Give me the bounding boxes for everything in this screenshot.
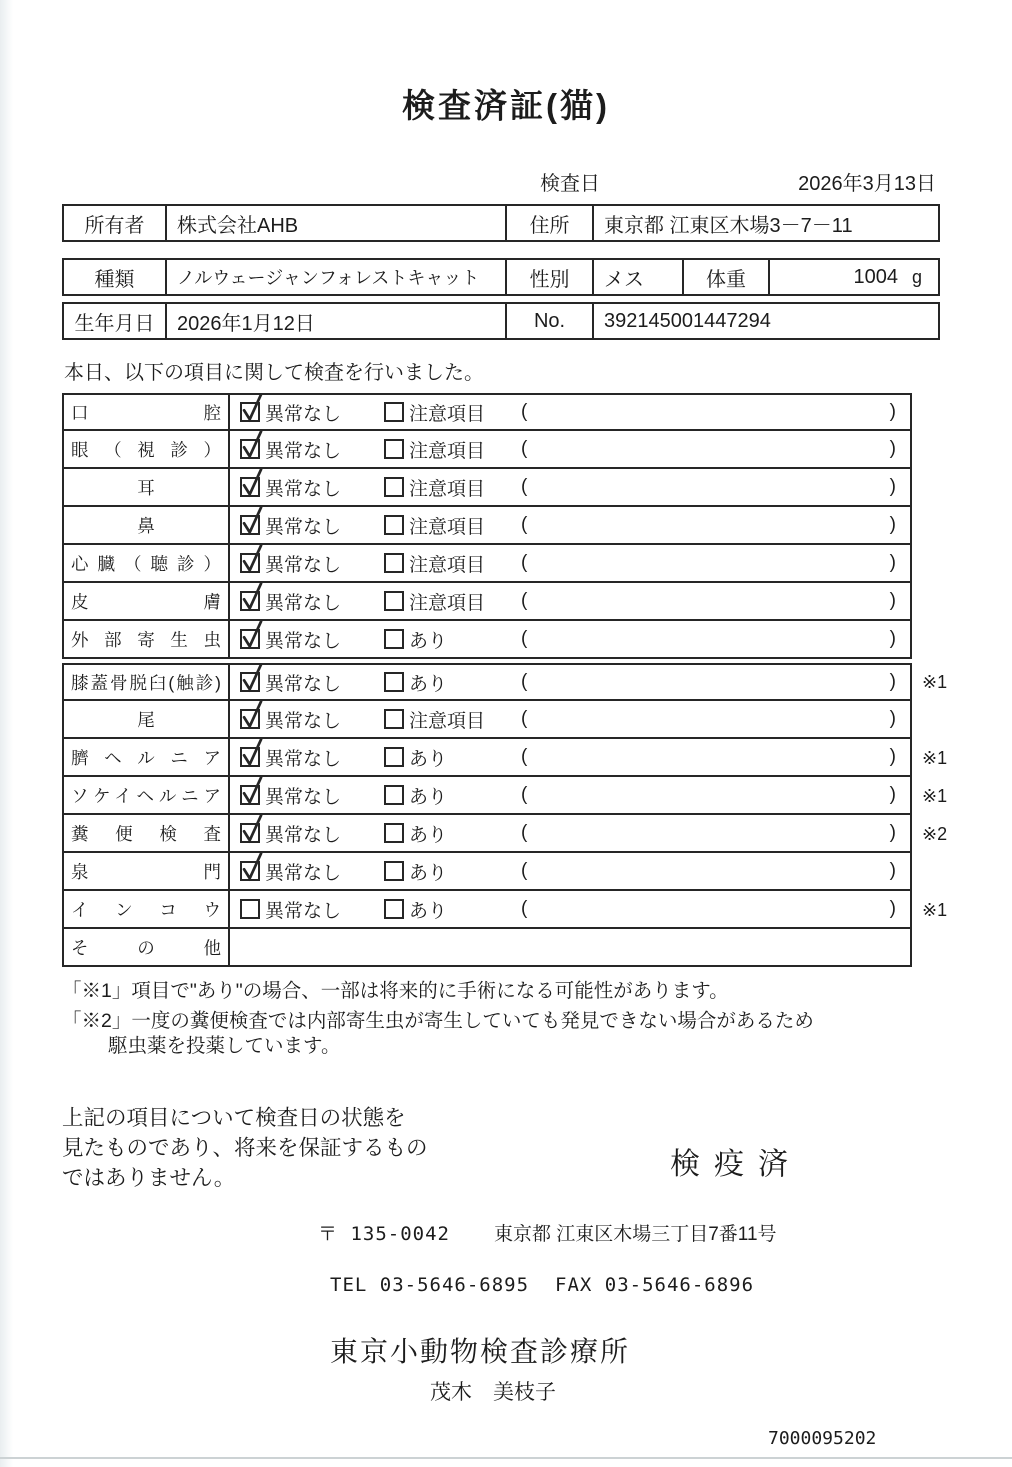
paren-close: ) [889, 438, 896, 459]
paren-open: ( [521, 746, 528, 767]
option-normal [240, 512, 372, 539]
row-note [912, 621, 992, 659]
inspection-block-2 [62, 663, 1012, 967]
item-label: 泉門 [71, 861, 221, 882]
row-note [912, 507, 992, 545]
checkbox-issue [384, 515, 404, 535]
inspection-row [62, 431, 1012, 469]
check-icon [238, 812, 266, 846]
inspection-row [62, 663, 1012, 701]
paren-open: ( [521, 476, 528, 497]
scan-bottom-edge [0, 1457, 1012, 1459]
veterinarian-name: 茂木 美枝子 [430, 1381, 556, 1404]
option-issue-label: 注意項目 [409, 516, 486, 538]
item-label: ソケイヘルニア [71, 785, 221, 806]
paren-close: ) [889, 898, 896, 919]
paren-close: ) [889, 708, 896, 729]
option-normal-label: 異常なし [265, 630, 342, 652]
inspection-row [62, 393, 1012, 431]
option-issue-label: 注意項目 [409, 440, 486, 462]
address-label: 住所 [505, 206, 592, 240]
checkbox-issue [384, 629, 404, 649]
sex-value: メス [592, 260, 682, 294]
checkbox-issue [384, 747, 404, 767]
option-issue-label: あり [409, 786, 448, 808]
option-normal [240, 669, 372, 696]
inspection-date-label: 検査日 [540, 173, 600, 195]
paren-open: ( [521, 590, 528, 611]
checkbox-issue [384, 477, 404, 497]
option-normal-label: 異常なし [265, 440, 342, 462]
checkbox-normal [240, 709, 260, 729]
checkbox-normal [240, 785, 260, 805]
paren-open: ( [521, 438, 528, 459]
inspection-row [62, 507, 1012, 545]
option-normal-label: 異常なし [265, 710, 342, 732]
checkbox-normal [240, 402, 260, 422]
item-label: 口腔 [71, 402, 221, 423]
option-issue-label: 注意項目 [409, 710, 486, 732]
weight-label: 体重 [682, 260, 768, 294]
paren-open: ( [521, 671, 528, 692]
item-label: 皮膚 [71, 591, 221, 612]
item-label: 眼（視診） [71, 439, 221, 460]
option-issue [384, 858, 519, 885]
checkbox-issue [384, 861, 404, 881]
checkbox-normal [240, 515, 260, 535]
inspection-row [62, 853, 1012, 891]
checkbox-issue [384, 591, 404, 611]
checkbox-normal [240, 591, 260, 611]
option-issue [384, 626, 519, 653]
inspection-date-row [62, 167, 936, 196]
sex-label: 性別 [505, 260, 592, 294]
checkbox-issue [384, 823, 404, 843]
option-normal-label: 異常なし [265, 786, 342, 808]
checkbox-normal [240, 629, 260, 649]
option-normal-label: 異常なし [265, 748, 342, 770]
check-icon [238, 428, 266, 462]
option-normal [240, 588, 372, 615]
option-normal-label: 異常なし [265, 824, 342, 846]
paren-close: ) [889, 401, 896, 422]
check-icon [238, 391, 266, 425]
option-normal-label: 異常なし [265, 592, 342, 614]
check-icon [238, 504, 266, 538]
owner-value: 株式会社AHB [165, 206, 505, 240]
paren-close: ) [889, 671, 896, 692]
disclaimer [62, 1103, 428, 1193]
inspection-row [62, 701, 1012, 739]
option-issue [384, 550, 519, 577]
checkbox-normal [240, 672, 260, 692]
option-normal [240, 399, 372, 426]
check-icon [238, 698, 266, 732]
checkbox-normal [240, 899, 260, 919]
clinic-address: 東京都 江東区木場三丁目7番11号 [493, 1224, 777, 1245]
option-issue-label: 注意項目 [409, 403, 486, 425]
option-issue-label: あり [409, 862, 448, 884]
breed-value: ノルウェージャンフォレストキャット [165, 260, 505, 294]
item-label: 耳 [137, 477, 155, 498]
check-icon [238, 774, 266, 808]
checkbox-normal [240, 747, 260, 767]
row-note [912, 853, 992, 891]
item-label: 外部寄生虫 [71, 629, 221, 650]
postal-code: 〒 135-0042 [318, 1223, 450, 1245]
checkbox-normal [240, 823, 260, 843]
clinic-fax: FAX 03-5646-6896 [555, 1274, 755, 1296]
row-note [912, 929, 992, 967]
check-icon [238, 580, 266, 614]
no-value: 392145001447294 [592, 304, 938, 338]
check-icon [238, 542, 266, 576]
paren-open: ( [521, 401, 528, 422]
option-issue-label: あり [409, 748, 448, 770]
address-value: 東京都 江東区木場3－7－11 [592, 206, 938, 240]
checkbox-issue [384, 899, 404, 919]
checkbox-issue [384, 402, 404, 422]
option-issue [384, 669, 519, 696]
row-note [912, 469, 992, 507]
option-normal [240, 626, 372, 653]
option-issue-label: あり [409, 630, 448, 652]
checkbox-normal [240, 553, 260, 573]
option-issue [384, 782, 519, 809]
option-normal [240, 782, 372, 809]
inspection-date-value: 2026年3月13日 [798, 173, 936, 195]
item-label: 鼻 [137, 515, 155, 536]
item-label: インコウ [71, 899, 221, 920]
option-normal [240, 858, 372, 885]
check-icon [238, 466, 266, 500]
row-note: ※1 [922, 785, 948, 806]
inspection-row [62, 929, 1012, 967]
page-title: 検査済証(猫) [402, 87, 610, 124]
option-normal-label: 異常なし [265, 900, 342, 922]
option-issue-label: 注意項目 [409, 592, 486, 614]
check-icon [238, 850, 266, 884]
clinic-contact-row [330, 1274, 1012, 1296]
checkbox-normal [240, 477, 260, 497]
row-note [912, 701, 992, 739]
inspection-row [62, 739, 1012, 777]
checkbox-issue [384, 709, 404, 729]
option-issue [384, 512, 519, 539]
item-label: 尾 [137, 709, 155, 730]
footnote-2: 「※2」一度の糞便検査では内部寄生虫が寄生していても発見できない場合があるため [62, 1010, 814, 1032]
checkbox-issue [384, 785, 404, 805]
birth-value: 2026年1月12日 [165, 304, 505, 338]
option-normal-label: 異常なし [265, 673, 342, 695]
birth-table [62, 302, 940, 340]
footnote-2-cont: 駆虫薬を投薬しています。 [108, 1035, 341, 1057]
option-normal [240, 820, 372, 847]
inspection-row [62, 777, 1012, 815]
check-icon [238, 661, 266, 695]
clinic-tel: TEL 03-5646-6895 [330, 1274, 530, 1296]
option-issue [384, 436, 519, 463]
intro-text: 本日、以下の項目に関して検査を行いました。 [64, 362, 484, 384]
option-issue-label: あり [409, 673, 448, 695]
owner-table [62, 204, 940, 242]
option-normal [240, 706, 372, 733]
option-normal [240, 474, 372, 501]
paren-close: ) [889, 746, 896, 767]
item-label: 膝蓋骨脱臼(触診) [71, 672, 221, 693]
checkbox-normal [240, 439, 260, 459]
weight-value [768, 260, 938, 294]
inspection-row [62, 891, 1012, 929]
option-issue [384, 706, 519, 733]
inspection-block-1 [62, 393, 1012, 659]
paren-close: ) [889, 514, 896, 535]
document-serial: 7000095202 [768, 1428, 877, 1449]
weight-number: 1004 [853, 265, 898, 288]
option-normal [240, 550, 372, 577]
paren-close: ) [889, 860, 896, 881]
owner-label: 所有者 [84, 214, 145, 237]
item-label: 臍ヘルニア [71, 747, 221, 768]
checkbox-issue [384, 553, 404, 573]
option-normal [240, 436, 372, 463]
paren-open: ( [521, 628, 528, 649]
no-label: No. [505, 304, 592, 338]
row-note [912, 393, 992, 431]
checkbox-issue [384, 672, 404, 692]
inspection-row [62, 545, 1012, 583]
disclaimer-line-1: 上記の項目について検査日の状態を [62, 1106, 406, 1130]
option-normal-label: 異常なし [265, 862, 342, 884]
disclaimer-line-3: ではありません。 [62, 1166, 236, 1190]
option-issue [384, 588, 519, 615]
checkbox-normal [240, 861, 260, 881]
option-issue [384, 399, 519, 426]
animal-table [62, 258, 940, 296]
paren-close: ) [889, 476, 896, 497]
paren-close: ) [889, 590, 896, 611]
check-icon [238, 736, 266, 770]
inspection-row [62, 815, 1012, 853]
option-normal-label: 異常なし [265, 516, 342, 538]
option-normal-label: 異常なし [265, 478, 342, 500]
row-note: ※2 [922, 823, 948, 844]
paren-close: ) [889, 822, 896, 843]
checkbox-issue [384, 439, 404, 459]
paren-open: ( [521, 708, 528, 729]
inspection-table [62, 393, 1012, 967]
option-issue-label: 注意項目 [409, 478, 486, 500]
check-icon [238, 618, 266, 652]
option-issue-label: 注意項目 [409, 554, 486, 576]
row-note: ※1 [922, 671, 948, 692]
disclaimer-line-2: 見たものであり、将来を保証するもの [62, 1136, 428, 1160]
footnote-1: 「※1」項目で"あり"の場合、一部は将来的に手術になる可能性があります。 [62, 980, 729, 1002]
quarantine-stamp: 検疫済 [670, 1148, 802, 1181]
option-normal-label: 異常なし [265, 403, 342, 425]
paren-open: ( [521, 514, 528, 535]
option-issue [384, 896, 519, 923]
inspection-row [62, 621, 1012, 659]
option-issue [384, 744, 519, 771]
option-issue [384, 820, 519, 847]
option-issue-label: あり [409, 824, 448, 846]
paren-open: ( [521, 822, 528, 843]
scan-edge-shading [0, 0, 13, 1467]
paren-close: ) [889, 784, 896, 805]
inspection-row [62, 469, 1012, 507]
row-note [912, 583, 992, 621]
option-normal [240, 744, 372, 771]
item-label: 糞便検査 [71, 823, 221, 844]
paren-open: ( [521, 860, 528, 881]
paren-close: ) [889, 552, 896, 573]
paren-open: ( [521, 898, 528, 919]
clinic-address-row [318, 1219, 1012, 1246]
clinic-name: 東京小動物検査診療所 [330, 1336, 631, 1367]
row-note [912, 545, 992, 583]
option-issue [384, 474, 519, 501]
row-note: ※1 [922, 747, 948, 768]
option-normal-label: 異常なし [265, 554, 342, 576]
option-issue-label: あり [409, 900, 448, 922]
row-note: ※1 [922, 899, 948, 920]
paren-open: ( [521, 784, 528, 805]
item-label: 心臓（聴診） [71, 553, 221, 574]
row-note [912, 431, 992, 469]
inspection-row [62, 583, 1012, 621]
breed-label: 種類 [94, 268, 135, 291]
weight-unit: g [911, 266, 922, 287]
birth-label: 生年月日 [74, 312, 155, 335]
option-normal [240, 896, 372, 923]
paren-open: ( [521, 552, 528, 573]
item-label: その他 [71, 937, 221, 958]
paren-close: ) [889, 628, 896, 649]
